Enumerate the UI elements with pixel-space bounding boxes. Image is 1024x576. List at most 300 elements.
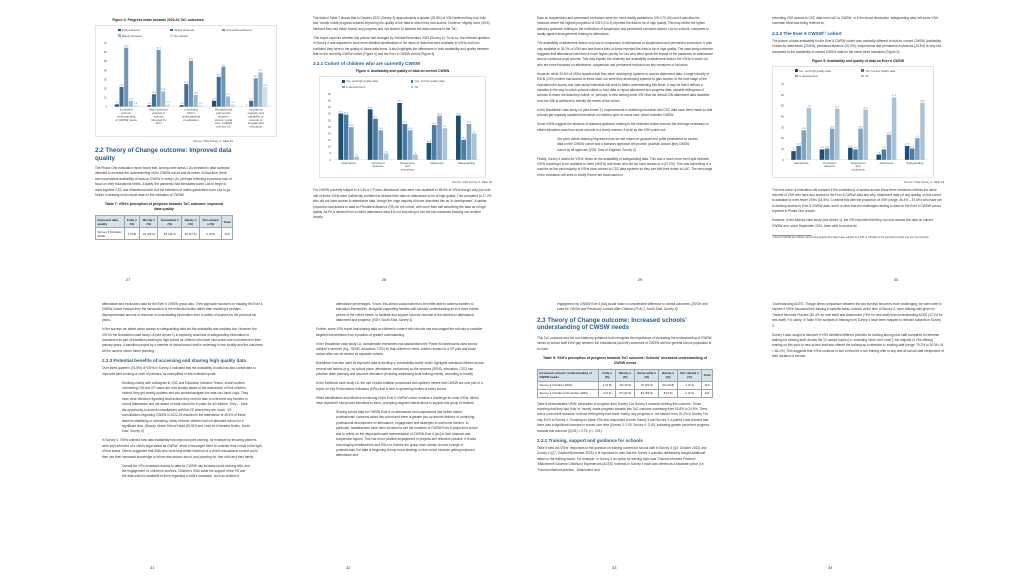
legend-label: Fully achieved <box>122 28 140 32</box>
page-27 <box>0 0 268 288</box>
cell: Survey 4 (October/ November 2023) <box>538 389 599 397</box>
bar <box>882 146 887 159</box>
page-number: 34 <box>828 565 833 570</box>
table-row <box>538 381 713 389</box>
bar <box>820 146 825 159</box>
bar <box>212 98 216 107</box>
col-header: Improved data quality <box>96 216 125 228</box>
bar <box>413 152 418 160</box>
bar <box>124 45 129 107</box>
data-label: 50.4 <box>188 58 194 61</box>
paragraph: Survey 4 also sought to discover if VSH identified different priorities for training among new staff compared to refresher training for existing staff. Across the 12 named topics (i.e. excluding 'other' and 'none'), the majority of VSs offering training on this topic to new school staff also offered the training as a refresher to existing staff (range: 79.2% to 90.5%, M = 84.2%). This suggests that VSHs continue to see a need for a rich training offer to any and all school staff irrespective of their duration of service. <box>772 332 944 359</box>
bar <box>905 146 910 160</box>
paragraph: In the surveys we asked about access to safeguarding data but the availability was similarly low. However, the VSH in the Braddleton case study LA (see Annex 1) is exploring what kind of safeguarding information is considered as part of transition planning to high school for children who have had social care involvement in their primary years. A transition project by a member of virtual school staff is underway in one locality and the outcomes will be used to inform future planning. <box>102 327 263 353</box>
x-tick-label: schools <box>153 114 164 119</box>
bar <box>152 94 156 106</box>
cell: 1 (0.8) <box>124 228 140 240</box>
paragraph: Data on suspensions and permanent exclusions were the most readily available to VSH (70.4%) and it was also the measure where the highest proportion of VSH (3 in 5) reported the data to be of high quality. This may reflect the tighter statutory guidance relating to the notification of suspension and permanent exclusion data to LAs by schools, compared to locally agreed arrangements relating to attendance. <box>537 16 709 37</box>
data-label: 6.4 <box>249 98 253 101</box>
legend-swatch <box>342 80 345 83</box>
legend-item <box>411 79 480 83</box>
bar <box>863 106 868 159</box>
data-label: 46.4 <box>863 106 868 109</box>
figure-4-legend <box>320 77 485 90</box>
quote: Overall the VS's increased access to data for CWSW has increased joint working with, and the engagement of, children's services. Children's SWs value the support of the VS and the data which is available to them regarding a child's education, such as children's <box>122 463 250 479</box>
bar <box>887 134 892 159</box>
x-tick-label: of CWSW needs <box>115 117 137 122</box>
bar <box>408 128 413 160</box>
page-number: 29 <box>637 277 643 282</box>
legend-swatch <box>861 75 864 78</box>
legend-item <box>170 28 222 32</box>
data-label: 38.4 <box>368 107 373 110</box>
col-header: Not started n (%) <box>678 369 702 381</box>
paragraph: However, while 33.6% of VSHs reported that they were 'developing' systems to access attainment data, a large minority of VSHs (24%) neither had access to these data, nor were they developing systems to gain access. In the next stage of the evaluation the survey and case study interviews will seek to better understanding this issue. It may be that it reflects a variation in the way in which schools collect or hold data or report attainment and progress data, variable willingness of schools to share the data they collect, or, perhaps, a view among some VSH that the annual CIN attainment data available from the DfE is sufficient to identify the needs of the cohort. <box>537 71 710 103</box>
bar <box>920 102 925 159</box>
legend-label: In development <box>799 74 819 79</box>
data-label: 4.8 <box>877 152 881 155</box>
data-label: 33.6 <box>437 113 442 116</box>
bar <box>384 151 389 160</box>
bar <box>472 131 477 160</box>
bar <box>198 102 202 106</box>
bar <box>226 96 230 106</box>
data-label: 27.2 <box>801 127 806 130</box>
y-tick-label: 5 <box>329 151 331 156</box>
bar <box>349 128 354 161</box>
bar <box>796 146 801 160</box>
x-tick-label: Increasing <box>184 107 198 112</box>
y-tick-label: 50 <box>780 103 784 108</box>
x-tick-label: exclusions <box>400 168 415 173</box>
figure-3-chart <box>95 25 277 137</box>
page-30 <box>768 0 1024 288</box>
bar <box>180 102 184 106</box>
y-tick-label: 70 <box>103 41 107 45</box>
figure-4-svg <box>320 90 485 174</box>
page-number: 31 <box>150 565 155 570</box>
col-header: Mostly n (%) <box>616 369 635 381</box>
page-number: 32 <box>346 565 351 570</box>
x-tick-label: practice in <box>152 111 166 115</box>
paragraph: Table 8 demonstrates VSHs' perception of progress from Survey 3 to Survey 4 towards meeting this outcome. Those reporting that they had 'fully' or 'mostly' made progress towards this ToC outcome increasing from 16.8% to 24.8%. There was a concurrent reduction in those feeling they had made 'barely' any progress or 'not started' from 20.2% in Survey 3 to only 8.0% in Survey 4. Focusing on those VSs who responded to both Survey 3 and Survey 4, a paired t-test showed that there was a significant increase in scores over time (Survey 3: 2.90, Survey 4: 3.19), indicating greater perceived progress towards this outcome (t(103) = 3.75, p < .001). <box>537 401 710 433</box>
data-label: 35.2 <box>338 111 343 114</box>
data-label: 34.4 <box>343 112 349 115</box>
bar <box>115 104 119 106</box>
x-tick-label: absence <box>372 164 384 169</box>
quote-text: Working closely with colleagues in CSC and Education Inclusion Teams, social workers overseeing CIN and CP cases are now acutely aware of the attendance of their children. Indeed, they get weekly updates and can access/navigate live data via Liquid Logic. They have clear direction regarding what actions they need to take to overcome any barriers to school attendance and are aware of what should be in place for all children. They ... have the opportunity to access consultations with the VS where they are 'stuck'. VS consultations regarding CWSW in 2022-23 resulted in the attendance of 45.5% of these learners stabilising or increasing. Many of these children had not attended school for a significant time. <box>122 380 249 428</box>
legend-label: Yes, but low quality data <box>865 68 896 73</box>
data-label: 48 <box>807 105 811 108</box>
data-label: 6.4 <box>212 98 216 101</box>
data-label: 11.2 <box>848 145 853 148</box>
y-tick-label: 0 <box>329 158 331 163</box>
x-tick-label: engage with <box>248 121 264 126</box>
figure-4-chart <box>319 76 486 178</box>
data-label: 2.4 <box>166 102 170 105</box>
data-label: 9.6 <box>882 146 886 149</box>
figure-3-title: Figure 3: Progress made towards 2023-24 ToC outcomes <box>112 18 204 22</box>
subheading-2-2-1: 2.2.1 Cohort of children who are currently CWSW <box>313 61 421 67</box>
quote-attribution: [DVSH and Lead for CWSW and Previously Looked After Children (PLAC), South East, Survey 4] <box>557 302 708 312</box>
x-tick-label: SLT) <box>155 121 162 126</box>
quote-text: engagement by CWSW Ever 6 [sic] would make a considerable difference to overall outcomes. <box>557 302 691 306</box>
cell: 33 (27.5) <box>182 228 200 240</box>
x-tick-label: Persistent <box>823 160 837 165</box>
y-tick-label: 40 <box>103 68 107 73</box>
cell: 53 (44.2) <box>158 228 182 240</box>
subheading-2-2-3: 2.2.3 Potential benefits of accessing and sharing high quality data <box>102 358 246 364</box>
cell: 121 <box>702 389 713 397</box>
bar <box>397 103 402 160</box>
y-tick-label: 10 <box>103 95 107 100</box>
paragraph: In the Braddleton case study LA, considerable investment has standardised the Power BI dashboards used across children's services (e.g., SEND, education, CSC) so that children in need, children subject to a CP plan and those looked after can be viewed as separate cohorts. <box>316 341 478 357</box>
bar <box>835 108 840 159</box>
cell: 4 (3.4) <box>678 381 702 389</box>
col-header: Total <box>222 216 233 228</box>
legend-label: In development <box>346 84 366 89</box>
paragraph: Table 9 sets out VSHs' responses to the question on training content for school staff in Survey 3 (Q3, October 2022) and Survey 4 (Q7, October/November 2023). It is important to note that the Survey 4 question deliberately sought additional detail on the training topics. For example, in Survey 3 an option for training topic was 'Trauma Informed Practice'/ 'Attachment'/ Adverse Childhood Experiences (ACES)' whereas in Survey 4 each was offered as a separate option (i.e. 'Trauma informed practice', 'Attachment' and <box>537 446 707 472</box>
data-label: 23.2 <box>886 132 892 135</box>
data-label: 28.8 <box>858 126 863 129</box>
x-tick-label: school, social <box>214 117 233 122</box>
legend-label: Not started <box>174 33 188 38</box>
bar <box>824 145 830 159</box>
x-tick-label: understanding <box>117 114 136 119</box>
y-tick-label: 30 <box>780 124 784 129</box>
bar <box>161 91 165 106</box>
data-label: 62.4 <box>156 47 161 50</box>
cell: 31 (25.0) <box>140 228 158 240</box>
x-tick-label: of education <box>183 117 199 122</box>
data-label: 43.2 <box>397 101 402 104</box>
cell: 119 <box>702 381 713 389</box>
bar <box>147 102 151 106</box>
quote-attribution: [VSH, South East, Survey 4] <box>372 318 413 323</box>
x-tick-label: Safeguarding <box>457 161 475 166</box>
x-tick-label: (directed by <box>151 117 167 122</box>
quote <box>336 302 480 324</box>
col-header: Not started n (%) <box>200 216 222 228</box>
bar <box>119 84 124 107</box>
x-tick-label: Attainment <box>429 161 444 166</box>
data-label: 2.4 <box>115 102 119 105</box>
data-label: 1.6 <box>198 102 202 105</box>
table-header-row <box>538 369 713 381</box>
y-tick-label: 0 <box>782 157 784 162</box>
legend-item <box>861 69 927 73</box>
paragraph: In the Keldbeck case study LA, the use of data collation procedures and systems means that CWSW are now part of a report on Key Performance Indicators (KPIs) that is sent to governing bodies of every school. <box>316 381 483 391</box>
data-label: 11.2 <box>226 94 231 97</box>
legend-swatch <box>411 86 414 89</box>
legend-item <box>342 79 411 83</box>
data-label: 31.2 <box>253 76 258 79</box>
x-tick-label: parents to <box>249 117 263 122</box>
table-8 <box>537 369 713 398</box>
x-tick-label: and <box>405 164 410 169</box>
x-tick-label: between <box>217 114 229 119</box>
cell: 27 (22.3) <box>616 389 635 397</box>
data-label: 4 <box>414 152 417 155</box>
paragraph: However, in the Alsbury case study (see Annex 1), the VSH reported that they can now access live data on current CWSW and, since September 2021, been able to access all <box>772 218 934 228</box>
bar <box>432 125 437 160</box>
y-tick-label: 15 <box>327 138 331 143</box>
x-tick-label: capacity and <box>247 111 264 115</box>
legend-swatch <box>222 29 225 32</box>
paragraph: extending VSH access to CSC data from LAC to CWSW, or if the broad description 'safeguarding data' left some VSH uncertain what was being referred to. <box>772 16 938 26</box>
cell: 81 (66.9) <box>635 389 659 397</box>
table-row <box>96 228 233 240</box>
data-label: 10.4 <box>824 145 830 148</box>
legend-item <box>795 69 861 73</box>
cell: 8 (6.6) <box>659 389 678 397</box>
data-label: 16.8 <box>161 89 166 92</box>
subheading-2-2-2: 2.2.2 The Ever 6 CWSW¹¹ cohort <box>772 30 842 36</box>
legend-label: Mostly achieved <box>174 28 195 32</box>
figure-4-source: Source: VSH Survey 4, Table 52 <box>451 180 492 185</box>
footnote: ¹¹ Ever 6 CWSW are children and young people who have been subject to a CIN or CP plan in the previous 6 years, but are not currently. <box>772 236 930 240</box>
figure-3-source: Source: VSH Survey 4, Table 51 <box>192 139 233 143</box>
legend-swatch <box>795 69 798 72</box>
bar <box>354 154 359 160</box>
x-tick-label: Attendance <box>341 161 357 166</box>
y-tick-label: 20 <box>103 86 107 91</box>
bar <box>188 58 194 107</box>
legend-swatch <box>795 75 798 78</box>
paragraph: The Phase One evaluation report found that, among other areas, LAs invested in data collection intended to increase the understanding of the CWSW cohort and its needs. At that time, there was inconsistent availability of data on CWSW in many LAs, perhaps reflecting a previous lack of focus on their educational needs. Equally, the pandemic had stimulated some LAs to begin to draw together CSC and educational data, but the extension of duties galvanised more LAs to go further in seeking more robust data on the education of CWSW. <box>95 166 232 198</box>
data-label: 33.6 <box>456 113 461 116</box>
data-label: 15.2 <box>461 138 466 141</box>
data-label: 57.6 <box>891 94 897 97</box>
legend-item <box>795 74 861 78</box>
x-tick-label: Strengthened <box>214 107 233 112</box>
quote <box>557 137 699 153</box>
figure-5-legend <box>773 67 933 80</box>
cell: 120 <box>222 228 233 240</box>
data-label: 9.6 <box>853 146 857 149</box>
bar <box>791 148 796 160</box>
legend-item <box>118 28 170 32</box>
figure-5-svg <box>773 80 933 174</box>
page-number: 30 <box>893 277 899 282</box>
bar <box>461 140 466 160</box>
bar <box>853 146 858 159</box>
table-8-title: Table 8: VSH's perception of progress towards ToC outcome: Schools' increased understanding of CWSW needs <box>543 355 707 365</box>
y-tick-label: 60 <box>103 50 107 55</box>
col-header: Some-what n (%) <box>635 369 659 381</box>
paragraph: The picture of data availability for the Ever 6 CWSW cohort was markedly different to that for current CWSW. Availability of data for attendance (20.8%), persistent absence (20.0%), suspensions and permanent exclusions (20.8%) is very low compared to the availability of current CWSW data for the same three indicators (Figure 5). <box>772 38 942 54</box>
x-tick-label: exclusions <box>851 167 865 172</box>
quote-text: Our work needs statutory requirement as we are reliant on goodwill and polite persistence to access data on the CWSW cohort and a statutory approach will provide 'gravitas' around [the] CWSW cohort by all agencies <box>557 136 698 152</box>
paragraph: The data in Table 7 shows that in October 2022 (Survey 3) approximately a quarter (25.8%) of VSH believed they had 'fully' and 'mostly' made progress towards improving the quality of the data to which they had access. However, slightly more (30%) believed they had made 'barely' any progress and 'not started' to address the data outcome in the ToC. <box>313 16 490 31</box>
paragraph: Some VSHs suggest the absence of statutory guidance relating to the extended duties reduces the leverage necessary to obtain education data from some schools in a timely manner, if at all as this VSH points out: <box>537 122 709 132</box>
paragraph: This report explores whether this picture had changed by October/November 2023 (Survey 4). To do so, the relevant question in Survey 4 was adjusted to seek more detailed identification of the items of data that were available to VSHs and how confident they were in the quality of those data items. It also highlights the differences in both availability and quality between that on the currently CWSW cohort (Figure 4) and the Ever 6 CWSW cohort (Figure 5). <box>313 35 490 57</box>
data-label: 12.8 <box>426 141 432 144</box>
bar <box>876 154 881 159</box>
legend-item <box>411 85 480 89</box>
bar <box>378 128 383 160</box>
legend-swatch <box>170 29 173 32</box>
bar <box>467 124 472 160</box>
page-31 <box>0 288 263 576</box>
col-header: Mostly n (%) <box>140 216 158 228</box>
data-label: 1.6 <box>180 102 184 105</box>
data-label: 24 <box>443 126 447 129</box>
data-label: 21.6 <box>119 84 124 87</box>
x-tick-label: and <box>855 163 861 168</box>
cell: 76 (63.0) <box>635 381 659 389</box>
paragraph: In the Braddleton case study LA (see Annex 1), improvements in matching education and CSC data have been made so that schools get regularly updated information on children open to social care, which includes CWSW. <box>537 107 713 118</box>
paragraph: While identification and effective monitoring of the Ever 6 CWSW cohort remains a challenge for most VSHs, others have reported it had proved beneficial to them, prompting targeted interventions to support this group of children. <box>316 395 479 406</box>
y-tick-label: 20 <box>327 131 331 136</box>
x-tick-label: Increased <box>119 107 133 112</box>
legend-item <box>170 34 222 38</box>
cell: Survey 3 (October 2022) <box>96 228 125 240</box>
legend-label: Yes, but low quality data <box>414 79 445 84</box>
y-tick-label: 30 <box>103 77 107 82</box>
x-tick-label: education <box>249 124 263 129</box>
bar <box>858 128 863 159</box>
x-tick-label: Safeguarding <box>906 160 924 165</box>
y-tick-label: 10 <box>780 146 784 151</box>
x-tick-label: Suspension <box>399 161 416 166</box>
y-tick-label: 25 <box>327 125 331 130</box>
y-tick-label: 30 <box>327 118 331 123</box>
col-header: Fully n (%) <box>124 216 140 228</box>
bar <box>427 143 432 160</box>
section-heading-2-3: 2.3 Theory of Change outcome: Increased schools' understanding of CWSW needs <box>537 316 687 332</box>
data-label: 28.8 <box>830 126 835 129</box>
data-label: 9.6 <box>820 146 824 149</box>
bar <box>343 112 349 160</box>
data-label: 22.4 <box>378 128 383 131</box>
data-label: 64.8 <box>124 45 129 48</box>
y-tick-label: 50 <box>327 92 331 97</box>
x-tick-label: Attainment <box>879 160 894 165</box>
col-header: Barely n (%) <box>182 216 200 228</box>
legend-swatch <box>861 69 864 72</box>
bar <box>133 102 138 106</box>
legend-swatch <box>118 29 121 32</box>
bar <box>891 94 897 159</box>
data-label: 12.8 <box>193 92 198 95</box>
bar <box>156 47 161 107</box>
legend-label: Yes, and high quality data <box>346 79 378 84</box>
bar <box>456 113 461 160</box>
x-tick-label: Attendance <box>793 160 809 165</box>
bar <box>373 116 378 160</box>
bar <box>216 74 221 107</box>
x-tick-label: partnership <box>216 111 231 115</box>
x-tick-label: Persistent <box>371 161 385 166</box>
table-row <box>538 389 713 397</box>
page-number: 27 <box>125 277 131 282</box>
col-header: Total <box>702 369 713 381</box>
y-tick-label: 70 <box>780 81 784 86</box>
data-label: 0 <box>245 104 248 107</box>
bar <box>830 128 835 159</box>
legend-item <box>342 85 411 89</box>
data-label: 12.8 <box>904 143 910 146</box>
bar <box>338 111 343 160</box>
y-tick-label: 0 <box>105 104 107 109</box>
paragraph: For CWSW currently subject to a CIN or CP plan, attendance data were now available to 68.6% of VSHs though only just over half of these VSHs were sufficiently confident to declare their data on attendance to be of high quality. This compared to 27.2% who did not have access to attendance data, though the huge majority of those described this as 'in development'. A similar proportion had access to data on Persistent Absence (PA) for the cohort, with more than half describing the data as of high quality. As PA is derived from a child's attendance data it is not surprising to see the two measures tracking one another closely. <box>313 188 492 220</box>
page-32 <box>256 288 512 576</box>
data-label: 21.6 <box>262 84 268 87</box>
cell: 2 (1.6) <box>678 389 702 397</box>
legend-label: Somewhat achieved <box>226 28 252 32</box>
data-label: 27.2 <box>466 122 472 125</box>
figure-5-chart <box>772 66 934 178</box>
x-tick-label: and the VS <box>216 124 231 129</box>
col-header: Fully n (%) <box>599 369 616 381</box>
data-label: 1.6 <box>147 102 151 105</box>
quote-attribution: [Deputy Virtual School Head (DVSH) and Lead for Extended Duties, South East, Survey 4] <box>122 423 250 434</box>
page-number: 28 <box>381 277 387 282</box>
legend-swatch <box>411 80 414 83</box>
figure-3-legend <box>96 26 276 39</box>
x-tick-label: schools' <box>121 111 132 115</box>
x-tick-label: care, CAMHS <box>214 121 233 126</box>
figure-3-svg <box>96 39 276 131</box>
paragraph: This ToC outcome and the non-statutory guidance both recognise the importance of increasing the understanding of CWSW needs by school staff if the gap between the educational (and life) outcomes of CWSW and the general school population is to close. <box>537 335 712 351</box>
figure-5-source: Source: VSH Survey 4, Table 53 <box>903 179 944 184</box>
data-label: 4.8 <box>384 151 388 154</box>
y-tick-label: 60 <box>780 92 784 97</box>
data-label: 24.8 <box>184 81 189 84</box>
bar <box>184 81 189 107</box>
cell: 20 (16.8) <box>659 381 678 389</box>
legend-item <box>118 34 170 38</box>
bar <box>437 113 442 160</box>
page-33 <box>512 288 768 576</box>
x-tick-label: Increasing <box>249 107 263 112</box>
paragraph: Over three-quarters (76.5%) of VSHs in Survey 4 indicated that the availability of data has also contributed to improved joint working or work of partners, as exemplified in this extended quote: <box>102 366 256 376</box>
x-tick-label: CSC's <box>186 111 196 115</box>
cell: 1 (0.8) <box>599 381 616 389</box>
section-heading-2-2: 2.2 Theory of Change outcome: Improved data quality <box>95 147 232 162</box>
y-tick-label: 50 <box>103 59 107 64</box>
quote <box>557 302 709 313</box>
data-label: 6.4 <box>129 98 133 101</box>
y-tick-label: 40 <box>780 114 784 119</box>
paragraph: Finally, Survey 4 asked for VSHs' views on the availability of safeguarding data. This was a much more even split between VSHs reporting it to be available to them (48.8%) and those who did not have access to it (47.2%). This was something of a surprise as the vast majority of VSHs have access to CSC data systems so they can fulfil their duties to LAC. The next stage of the evaluation will seek to clarify if there are local issues in <box>537 156 713 177</box>
quote: Sharing school data for CWSW Ever 6 on attendance and suspensions has further raised professionals' concerns about this cohort and there is greater join-up around delivery of continuing professional development on attendance, engagement and strategies to overcome barriers. In particular, headteachers have been shocked to see the numbers of CWSW Ever 6 [sic]in their school and to reflect on the disproportionate representation of CWSW Ever 6 [sic] in their absence and suspension figures. This has led to positive engagement in projects and reflective practice. It is also encouraging headteachers and DSLs to monitor the group more closely. Across a range of professionals, the data is beginning to help focus strategy on this cohort because getting improved attendance and <box>336 410 478 458</box>
col-header: Increased schools' understanding of CWSW needs <box>538 369 599 381</box>
data-label: 8 <box>792 148 795 151</box>
paragraph: The availability of attainment data is very low in comparison to attendance or suspensions and permanent exclusions. It was only available to 39.2% of VSH and less than a third of those reported the data to be of high quality. The case study evidence suggests that attendance has been a much higher priority for LAs who often quote the impact of the pandemic on attendance across numerous pupil cohorts. This may explain the relatively low availability of attainment data to the VSHs in most LAs who are more focussed on attendance, suspension and permanent exclusion as key measures of inclusion. <box>537 41 714 67</box>
paragraph: 'Understanding ACES'. Though direct comparison between the two surveys becomes more challenging, we were keen to explore if VSHs focussed their training in specific areas. Indeed, at the time of Survey 4, more training was given on Trauma Informed Practice (82.4% for new staff) and Attachment (76% for new staff) than understanding ACES (47.2% for new staff). For clarity, in Table 9 the subjects of training from Survey 4 have been mapped to relevant subjects in Survey 3. <box>772 302 943 328</box>
bar <box>848 147 853 159</box>
figure-5-title: Figure 5: Availability and quality of data on Ever 6 CWSW <box>811 58 905 63</box>
bar <box>801 127 807 159</box>
cell: Survey 3 (October 2022) <box>538 381 599 389</box>
x-tick-label: More inclusive <box>149 107 168 112</box>
data-label: 1.6 <box>134 102 138 105</box>
page-34 <box>768 288 1024 576</box>
legend-swatch <box>342 86 345 89</box>
data-label: 2.4 <box>231 102 235 105</box>
data-label: 47.2 <box>835 106 840 109</box>
paragraph: attendance and exclusions data for the Ever 6 CWSW group also. Their approach focusses on tracking the Ever 6 CWSW cohort forward from the introduction of the extended duties rather than investing a perhaps disproportionate amount of resource in consolidating information from a variety of sources for the previous six years. <box>102 302 263 323</box>
bar <box>231 104 235 106</box>
x-tick-label: understanding <box>181 114 201 119</box>
x-tick-label: Suspension <box>850 160 866 165</box>
bar <box>249 98 253 107</box>
bar <box>368 107 373 161</box>
y-tick-label: 10 <box>327 145 331 150</box>
quote-attribution: [VSH, East of England, Survey 4] <box>588 147 636 152</box>
